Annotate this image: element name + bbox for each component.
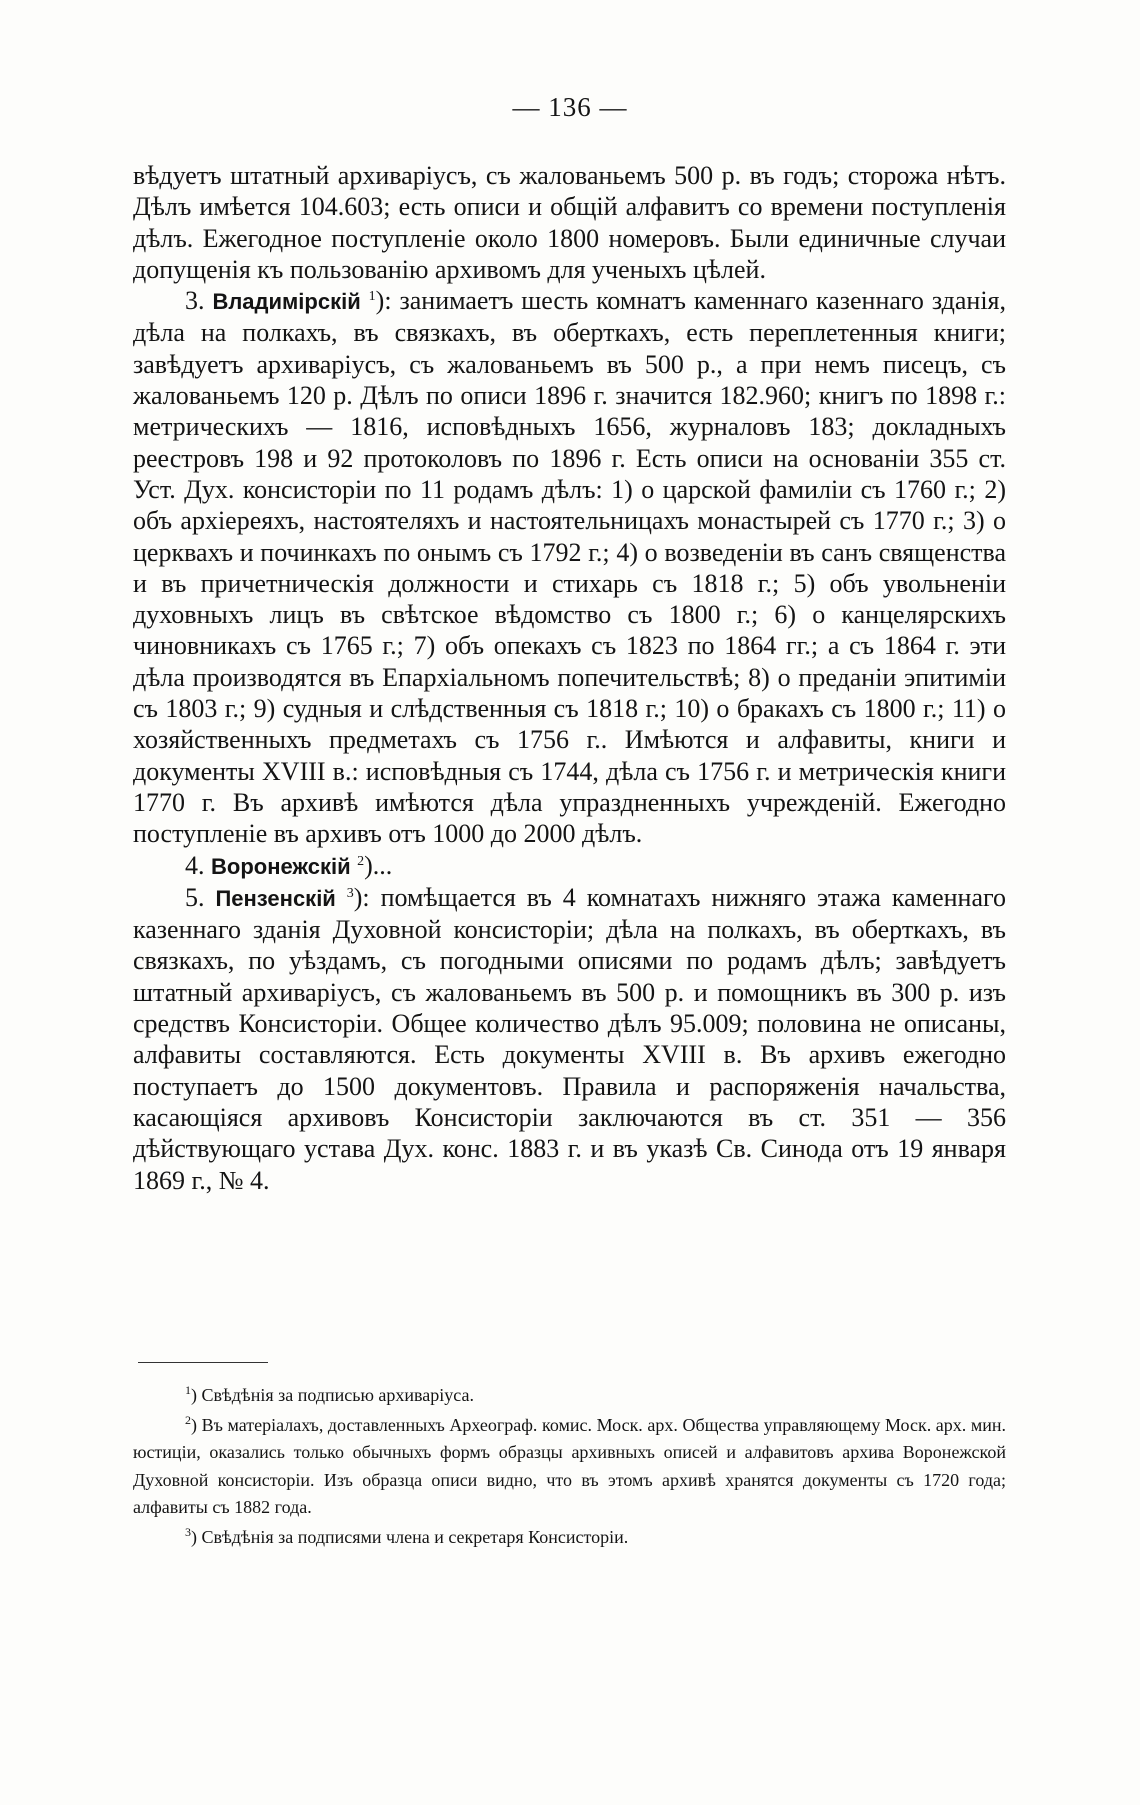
footnote-ref: 1 [368,289,376,305]
paragraph-vladimir [133,285,1006,849]
item-number: 3. [185,286,205,316]
footnote-text: ) Свѣдѣнія за подписями члена и секретаря Консисторіи. [191,1526,629,1547]
footnote [133,1382,1006,1410]
footnote-ref: 3 [346,885,354,901]
paragraph-text: )... [364,850,393,880]
footnotes [133,1382,1006,1553]
page-number: — 136 — [512,92,628,122]
paragraph-penza [133,882,1006,1196]
footnote-ref: 2 [357,853,365,869]
paragraph-text: ): занимаетъ шесть комнатъ каменнаго казеннаго зданія, дѣла на полкахъ, въ связкахъ, въ оберткахъ, есть переплетенныя книги; завѣдуетъ архиваріусъ, съ жалованьемъ въ 500 р., а при немъ писецъ, съ жалованьемъ 120 р. Дѣлъ по описи 1896 г. значится 182.960; книгъ по 1898 г.: метрическихъ — 1816, исповѣдныхъ 1656, журналовъ 183; докладныхъ реестровъ 198 и 92 протоколовъ по 1896 г. Есть описи на основаніи 355 ст. Уст. Дух. консисторіи по 11 родамъ дѣлъ: 1) о царской фамиліи съ 1760 г.; 2) объ архіереяхъ, настоятеляхъ и настоятельницахъ монастырей съ 1770 г.; 3) о церквахъ и починкахъ по онымъ съ 1792 г.; 4) о возведеніи въ санъ священства и въ причетническія должности и стихарь съ 1818 г.; 5) объ увольненіи духовныхъ лицъ въ свѣтское вѣдомство съ 1800 г.; 6) о канцелярскихъ чиновникахъ съ 1765 г.; 7) объ опекахъ съ 1823 по 1864 гг.; а съ 1864 г. эти дѣла производятся въ Епархіальномъ попечительствѣ; 8) о преданіи эпитиміи съ 1803 г.; 9) судныя и слѣдственныя съ 1818 г.; 10) о бракахъ съ 1800 г.; 11) о хозяйственныхъ предметахъ съ 1756 г.. Имѣются и алфавиты, книги и документы XVIII в.: исповѣдныя съ 1744, дѣла съ 1756 г. и метрическія книги 1770 г. Въ архивѣ имѣются дѣла упраздненныхъ учрежденій. Ежегодно поступленіе въ архивъ отъ 1000 до 2000 дѣлъ. [133,286,1007,849]
footnote-mark: 1 [185,1383,191,1397]
footnote-text: ) Въ матеріалахъ, доставленныхъ Археограф. комис. Моск. арх. Общества управляющему Моск. арх. мин. юстиціи, оказались только обычныхъ формъ образцы архивныхъ описей и алфавитовъ архива Воронежской Духовной консисторіи. Изъ образца описи видно, что въ этомъ архивѣ хранятся документы съ 1720 года; алфавиты съ 1882 года. [133,1414,1006,1517]
item-number: 5. [185,882,205,912]
archive-heading: Воронежскій [211,853,351,879]
archive-heading: Владимірскій [212,289,361,315]
item-number: 4. [185,850,205,880]
footnote-divider [138,1362,268,1363]
footnote-text: ) Свѣдѣнія за подписью архиваріуса. [191,1385,474,1405]
main-text [133,160,1006,1196]
paragraph-continuation [133,160,1006,285]
archive-heading: Пензенскій [215,885,336,911]
paragraph-voronezh [133,850,1006,882]
footnote-mark: 3 [185,1524,191,1539]
footnote [133,1524,1006,1552]
paragraph-text: вѣдуетъ штатный архиваріусъ, съ жалованьемъ 500 р. въ годъ; сторожа нѣтъ. Дѣлъ имѣется 104.603; есть описи и общій алфавитъ со времени поступленія дѣлъ. Ежегодное поступленіе около 1800 номеровъ. Были единичные случаи допущенія къ пользованію архивомъ для ученыхъ цѣлей. [133,161,1006,284]
footnote [133,1412,1006,1522]
footnote-mark: 2 [185,1412,191,1427]
paragraph-text: ): помѣщается въ 4 комнатахъ нижняго этажа каменнаго казеннаго зданія Духовной консисторіи; дѣла на полкахъ, въ оберткахъ, въ связкахъ, по уѣздамъ, съ погодными описями по родамъ дѣлъ; завѣдуетъ штатный архиваріусъ, съ жалованьемъ въ 500 р. и помощникъ въ 300 р. изъ средствъ Консисторіи. Общее количество дѣлъ 95.009; половина не описаны, алфавиты составляются. Есть документы XVIII в. Въ архивъ ежегодно поступаетъ до 1500 документовъ. Правила и распоряженія начальства, касающіяся архивовъ Консисторіи заключаются въ ст. 351 — 356 дѣйствующаго устава Дух. конс. 1883 г. и въ указѣ Св. Синода отъ 19 января 1869 г., № 4. [133,882,1006,1195]
